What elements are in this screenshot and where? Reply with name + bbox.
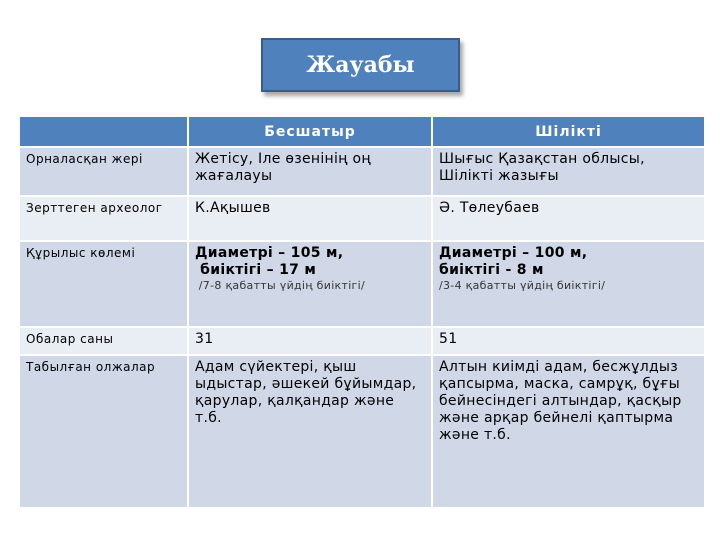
height-text: биіктігі – 17 м: [195, 262, 317, 278]
table-row: [20, 147, 705, 196]
table-row: [20, 196, 705, 241]
cell-shilikti: [432, 241, 705, 327]
page-title: Жауабы: [306, 52, 415, 78]
table-header-row: [20, 117, 705, 147]
diameter-text: Диаметрі – 105 м,: [195, 245, 344, 261]
header-shilikti: Шілікті: [432, 117, 705, 147]
table-row: [20, 241, 705, 327]
title-box: [261, 38, 460, 92]
cell-besshatyr: К.Ақышев: [188, 196, 432, 241]
cell-besshatyr: [188, 241, 432, 327]
comparison-table: [20, 117, 706, 509]
row-label: Зерттеген археолог: [20, 196, 188, 241]
header-besshatyr: Бесшатыр: [188, 117, 432, 147]
row-label: Обалар саны: [20, 327, 188, 355]
note-text: /7-8 қабатты үйдің биіктігі/: [195, 279, 365, 292]
cell-shilikti: Шығыс Қазақстан облысы, Шілікті жазығы: [432, 147, 705, 196]
cell-besshatyr: 31: [188, 327, 432, 355]
row-label: Орналасқан жері: [20, 147, 188, 196]
cell-besshatyr: Жетісу, Іле өзенінің оң жағалауы: [188, 147, 432, 196]
cell-shilikti: Алтын киімді адам, бесжұлдыз қапсырма, маска, самрұқ, бұғы бейнесіндегі алтындар, қасқыр және арқар бейнелі қаптырма және т.б.: [432, 355, 705, 508]
header-empty: [20, 117, 188, 147]
cell-besshatyr: Адам сүйектері, қыш ыдыстар, әшекей бұйымдар, қарулар, қалқандар және т.б.: [188, 355, 432, 508]
note-text: /3-4 қабатты үйдің биіктігі/: [439, 279, 606, 292]
row-label: Табылған олжалар: [20, 355, 188, 508]
height-text: биіктігі - 8 м: [439, 262, 544, 278]
cell-shilikti: Ә. Төлеубаев: [432, 196, 705, 241]
diameter-text: Диаметрі – 100 м,: [439, 245, 588, 261]
cell-shilikti: 51: [432, 327, 705, 355]
table-row: [20, 327, 705, 355]
row-label: Құрылыс көлемі: [20, 241, 188, 327]
table-row: [20, 355, 705, 508]
